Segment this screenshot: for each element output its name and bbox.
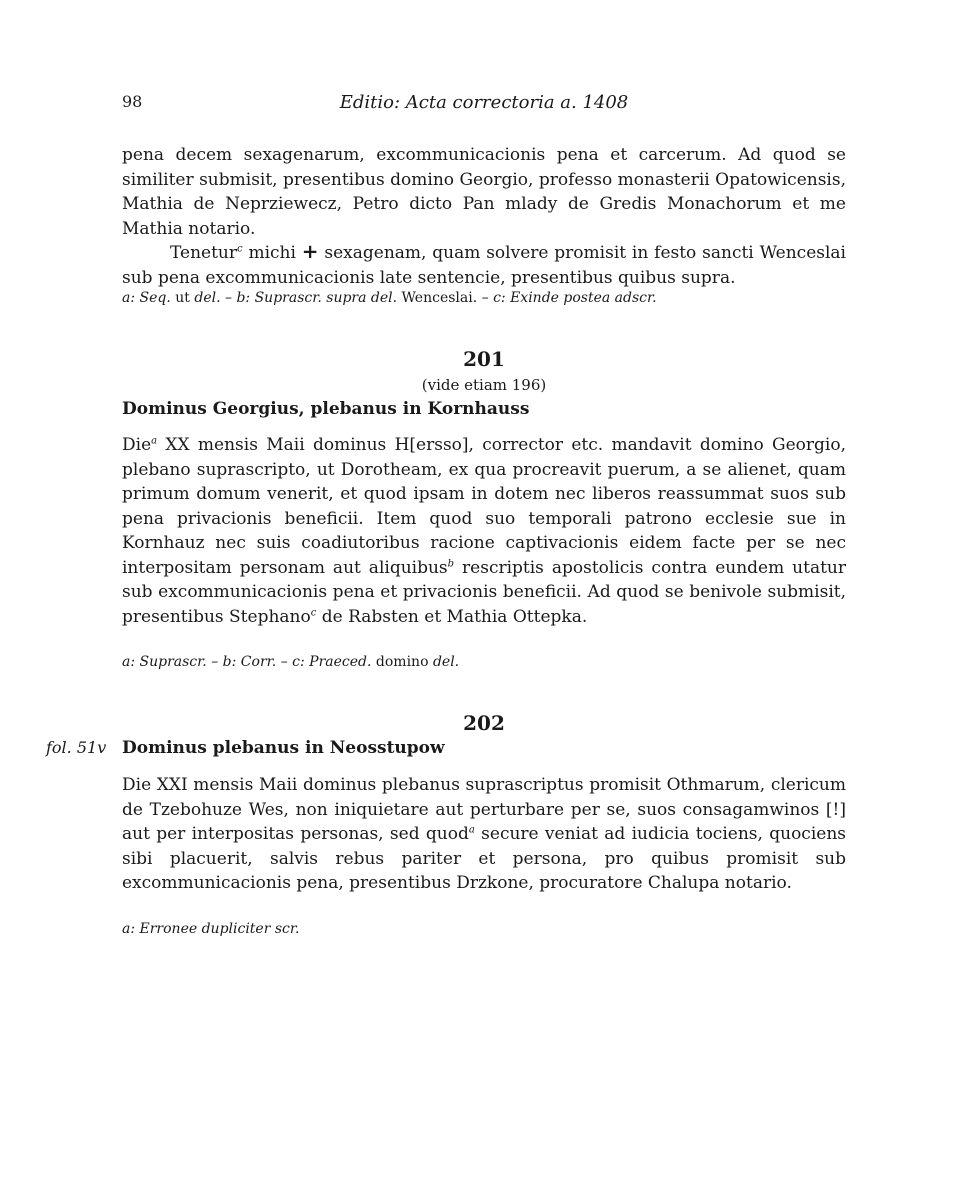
footnote-label: c: Exinde postea adscr. bbox=[493, 290, 657, 306]
entry-number: 202 bbox=[463, 711, 505, 735]
folio-margin-note: fol. 51v bbox=[46, 738, 107, 757]
footnote-label: a: Suprascr. bbox=[122, 654, 207, 670]
footnote-label: b: Suprascr. supra del. bbox=[236, 290, 398, 306]
text-run: rescriptis apostolicis contra eundem utatur sub excommunicacionis pena et privacionis beneficii. Ad quod se benivole submisit, presentibus Stephano bbox=[122, 557, 846, 627]
cross-symbol: + bbox=[301, 239, 319, 263]
text-run: sexagenam, quam solvere promisit in festo sancti Wenceslai sub pena excommunicacionis late sentencie, presentibus quibus supra. bbox=[122, 243, 846, 288]
text-run: de Rabsten et Mathia Ottepka. bbox=[316, 606, 588, 627]
text-run: XX mensis Maii dominus H[ersso], corrector etc. mandavit domino Georgio, plebano suprascripto, ut Dorotheam, ex qua procreavit puerum, a se alienet, quam primum domum venerit, et quod ipsam in dotem nec liberos reassummat suos sub pena privacionis beneficii. Item quod suo temporali patrono ecclesie sue in Kornhauz nec suis coadiutoribus racione captivacionis eidem facte per se nec interpositam personam aut aliquibus bbox=[122, 435, 846, 578]
footnote-text: domino bbox=[371, 654, 433, 670]
paragraph: pena decem sexagenarum, excommunicacionis pena et carcerum. Ad quod se similiter submisit, presentibus domino Georgio, professo monasterii Opatowicensis, Mathia de Neprziewecz, Petro dicto Pan mlady de Gredis Monachorum et me Mathia notario. bbox=[122, 145, 846, 239]
entry-202-body bbox=[122, 773, 846, 896]
footnote-marker: a bbox=[468, 824, 475, 836]
footnotes-201 bbox=[122, 652, 846, 672]
footnote-label: c: Praeced. bbox=[292, 654, 372, 670]
footnote-label: b: Corr. bbox=[222, 654, 277, 670]
page-header bbox=[122, 92, 846, 118]
paragraph bbox=[122, 241, 846, 290]
entry-number: 201 bbox=[463, 347, 505, 371]
footnote-label: del. bbox=[194, 290, 221, 306]
footnote-marker: a bbox=[151, 435, 158, 447]
text-run: secure veniat ad iudicia tociens, quociens sibi placuerit, salvis rebus pariter et persona, pro quibus promisit sub excommunicacionis pena, presentibus Drzkone, procuratore Chalupa notario. bbox=[122, 824, 846, 893]
footnote-separator: – bbox=[206, 654, 223, 670]
running-title: Editio: Acta correctoria a. 1408 bbox=[339, 92, 629, 113]
footnote-marker: c bbox=[237, 243, 243, 255]
paragraph bbox=[122, 773, 846, 896]
text-run: michi bbox=[242, 243, 302, 263]
footnote-marker: b bbox=[447, 557, 455, 569]
footnote-separator: – bbox=[276, 654, 293, 670]
footnote-marker: c bbox=[310, 606, 317, 618]
footnotes-202 bbox=[122, 919, 846, 939]
footnote-separator: – bbox=[477, 290, 494, 306]
entry-201-body bbox=[122, 433, 846, 629]
footnote-label: a: Seq. bbox=[122, 290, 171, 306]
text-run: Die bbox=[122, 435, 152, 455]
paragraph bbox=[122, 433, 846, 629]
entry-title: Dominus Georgius, plebanus in Kornhauss bbox=[122, 399, 530, 419]
footnote-separator: – bbox=[220, 290, 237, 306]
footnote-label: a: Erronee dupliciter scr. bbox=[122, 921, 300, 937]
text-run: Tenetur bbox=[170, 243, 237, 263]
entry-title: Dominus plebanus in Neosstupow bbox=[122, 738, 445, 758]
footnote-label: del. bbox=[432, 654, 460, 670]
text-run: Die XXI mensis Maii dominus plebanus suprascriptus promisit Othmarum, clericum de Tzebohuze Wes, non iniquietare aut perturbare per se, suos consagamwinos [!] aut per interpositas personas, sed quod bbox=[122, 775, 846, 844]
footnotes-200 bbox=[122, 288, 846, 308]
footnote-text: ut bbox=[170, 290, 195, 306]
page-number: 98 bbox=[122, 92, 143, 111]
entry-subnote: (vide etiam 196) bbox=[421, 376, 547, 394]
footnote-text: Wenceslai. bbox=[397, 290, 478, 306]
entry-200-continuation bbox=[122, 143, 846, 290]
